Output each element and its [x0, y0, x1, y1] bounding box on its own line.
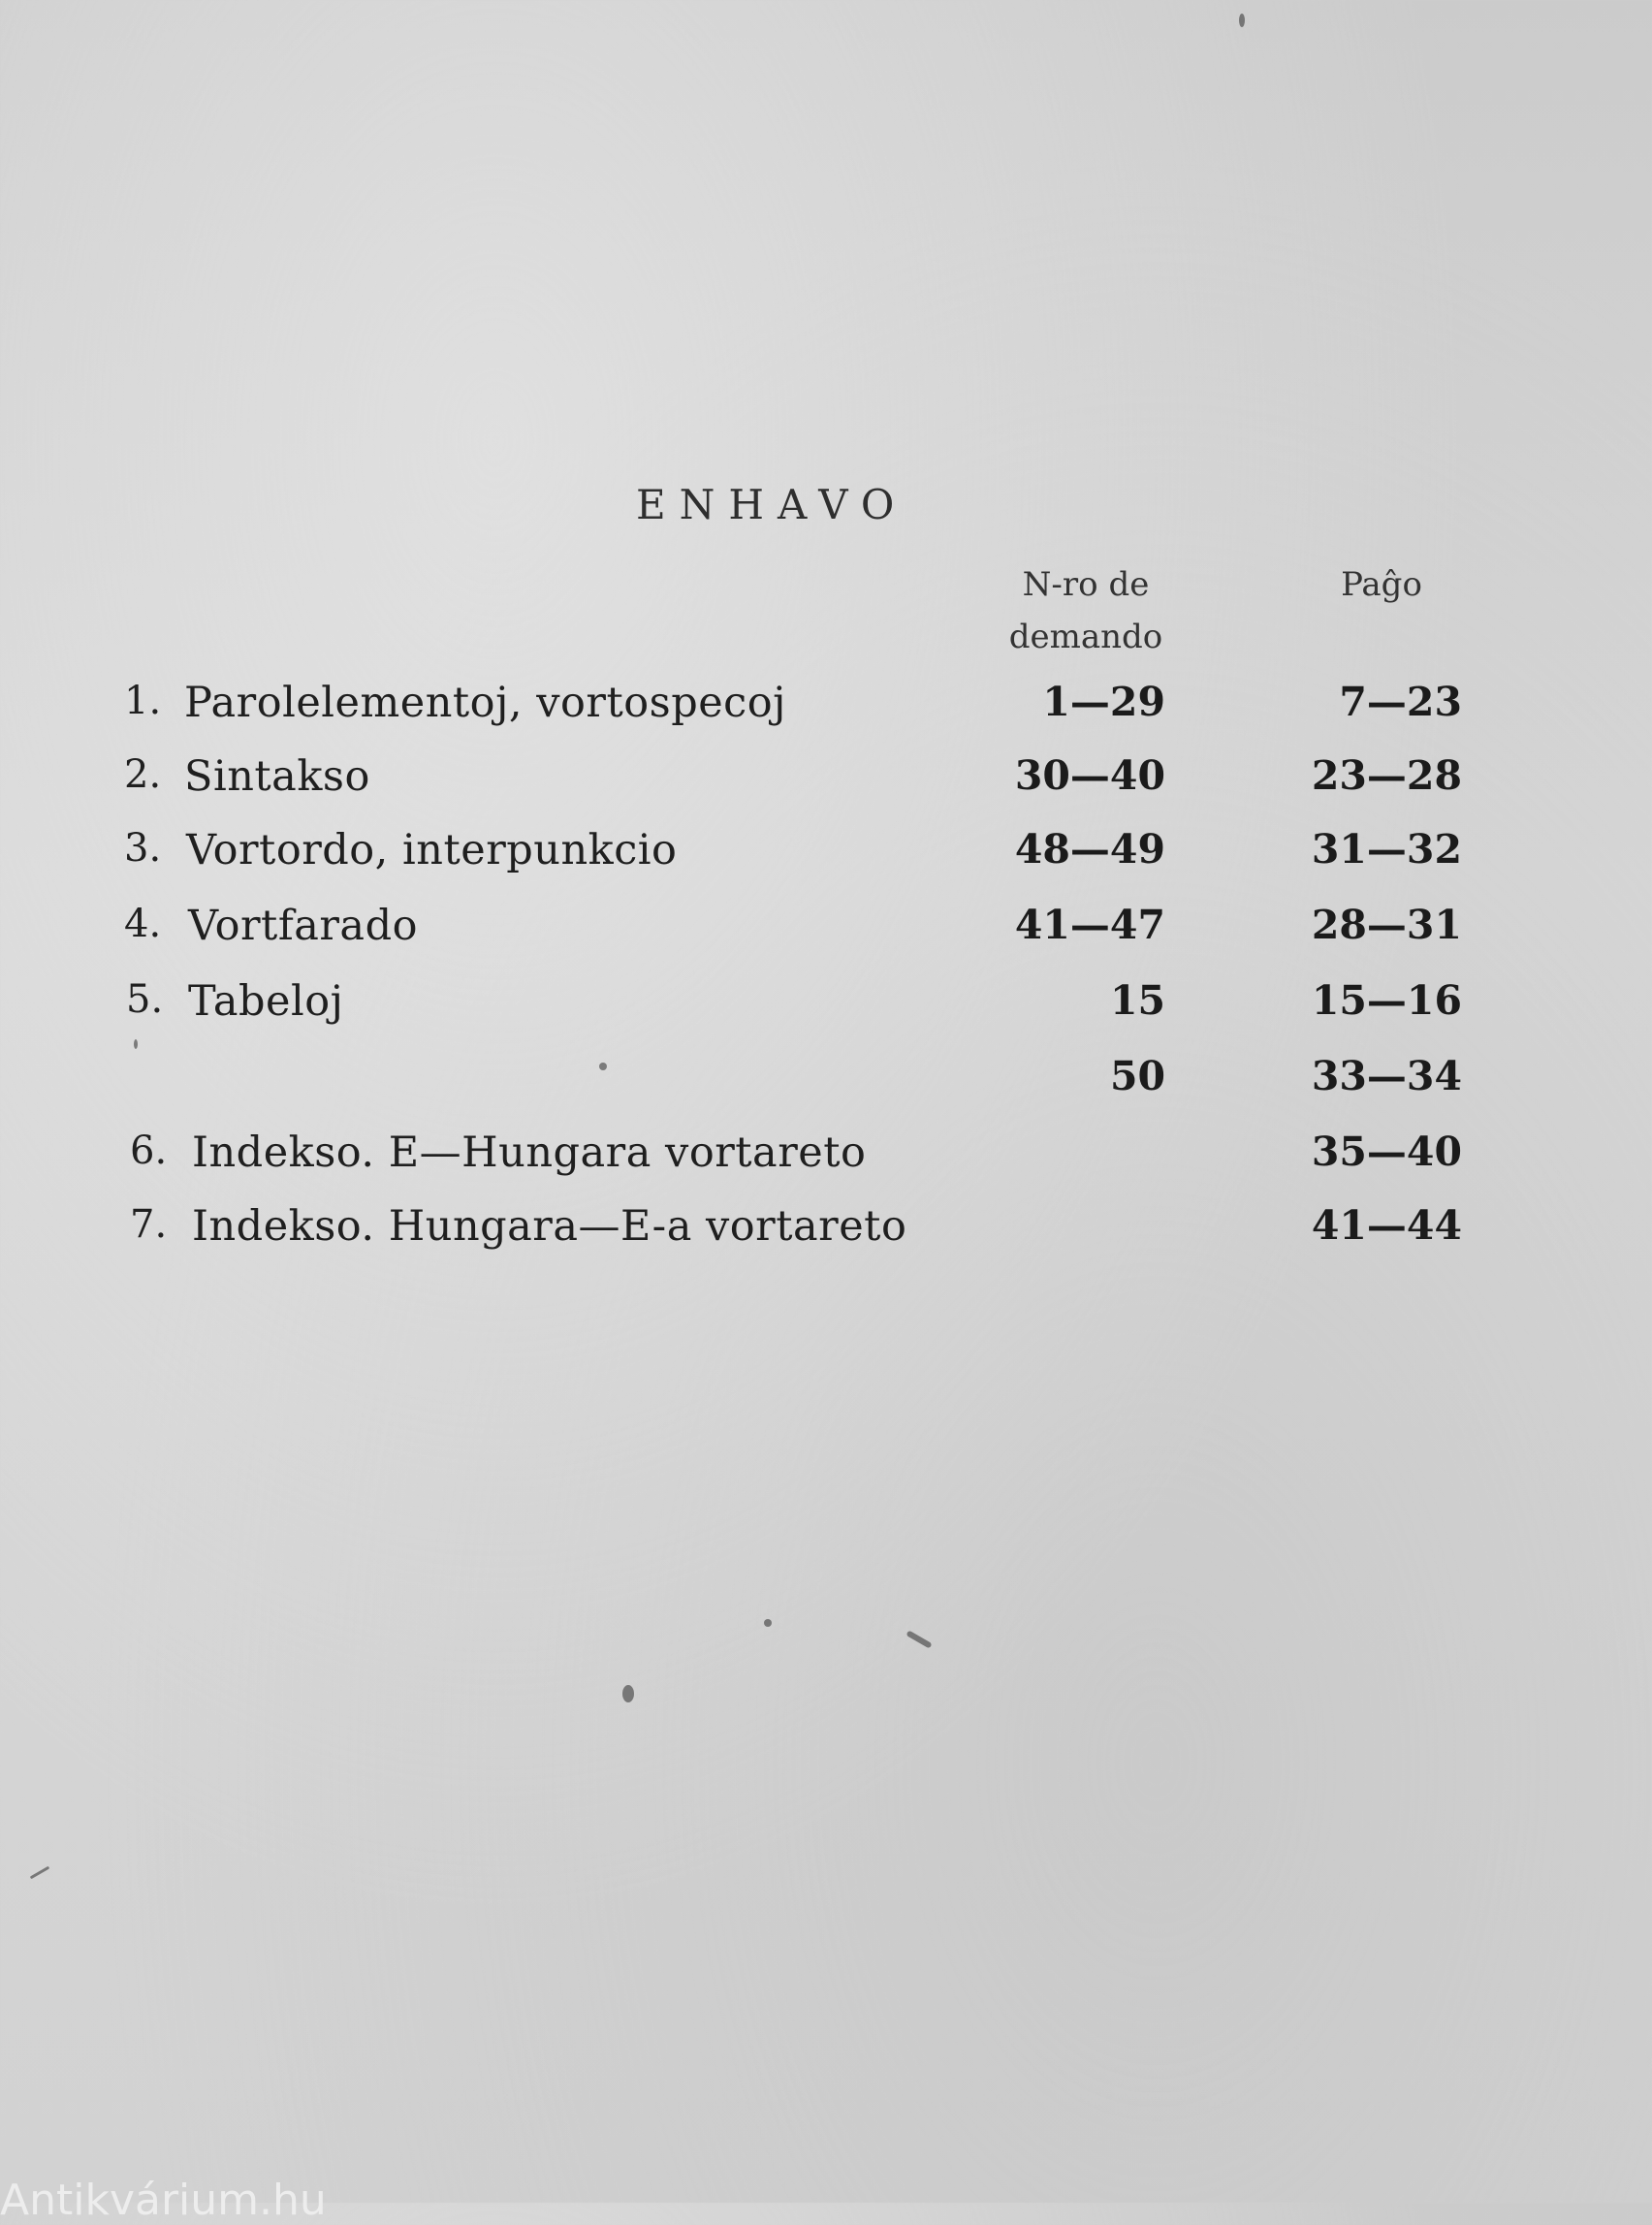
toc-number: 7.	[130, 1202, 168, 1247]
column-header-demando-line1: N-ro de	[1022, 565, 1150, 604]
toc-number: 4.	[124, 902, 162, 946]
toc-number: 5.	[126, 977, 164, 1022]
paper-speck	[1239, 14, 1245, 27]
toc-pago: 31—32	[1311, 826, 1462, 873]
toc-row	[0, 679, 1652, 741]
toc-row	[0, 826, 1652, 888]
column-header-demando	[969, 558, 1202, 663]
paper-speck	[905, 1630, 932, 1648]
toc-label: Parolelementoj, vortospecoj	[184, 679, 786, 727]
watermark-text: Antikvárium.hu	[0, 2176, 327, 2225]
toc-number: 1.	[124, 679, 162, 723]
toc-row	[0, 977, 1652, 1039]
toc-number: 2.	[124, 752, 162, 797]
toc-label: Sintakso	[184, 752, 370, 801]
toc-row	[0, 752, 1652, 814]
paper-speck	[622, 1685, 634, 1702]
paper-speck	[30, 1866, 50, 1880]
toc-pago: 41—44	[1311, 1202, 1462, 1249]
toc-demando: 48—49	[1014, 826, 1165, 873]
toc-demando: 1—29	[1042, 679, 1165, 725]
toc-row	[0, 1202, 1652, 1264]
toc-label: Vortfarado	[188, 902, 418, 950]
toc-number: 3.	[124, 826, 162, 871]
page-title: ENHAVO	[636, 481, 908, 528]
toc-demando: 15	[1109, 977, 1165, 1024]
toc-number: 6.	[130, 1128, 168, 1173]
toc-label: Tabeloj	[188, 977, 344, 1026]
toc-row	[0, 902, 1652, 964]
toc-label: Indekso. E—Hungara vortareto	[192, 1128, 867, 1177]
toc-row-continuation	[0, 1053, 1652, 1115]
toc-row	[0, 1128, 1652, 1191]
toc-demando: 41—47	[1014, 902, 1165, 948]
toc-pago: 23—28	[1311, 752, 1462, 799]
toc-pago: 15—16	[1311, 977, 1462, 1024]
toc-pago: 7—23	[1339, 679, 1462, 725]
column-header-pago: Paĝo	[1341, 565, 1422, 604]
toc-demando: 30—40	[1014, 752, 1165, 799]
toc-label: Vortordo, interpunkcio	[186, 826, 678, 874]
toc-pago: 33—34	[1311, 1053, 1462, 1099]
paper-speck	[134, 1039, 138, 1049]
paper-speck	[764, 1619, 772, 1627]
toc-label: Indekso. Hungara—E-a vortareto	[192, 1202, 907, 1251]
paper-speck	[599, 1063, 607, 1070]
toc-pago: 28—31	[1311, 902, 1462, 948]
column-header-demando-line2: demando	[1008, 618, 1163, 656]
toc-demando: 50	[1109, 1053, 1165, 1099]
toc-pago: 35—40	[1311, 1128, 1462, 1175]
